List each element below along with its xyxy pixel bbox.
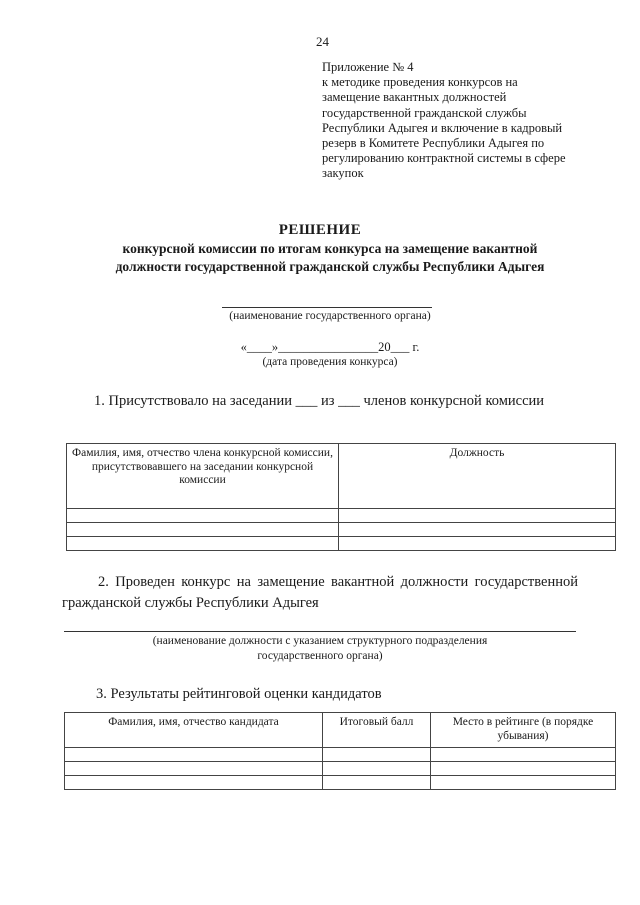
- appendix-line: государственной гражданской службы: [322, 105, 527, 120]
- subtitle-line: конкурсной комиссии по итогам конкурса на замещение вакантной: [122, 241, 538, 256]
- table-cell: [65, 776, 323, 790]
- section-3-results: 3. Результаты рейтинговой оценки кандидатов: [96, 686, 382, 702]
- table-row: [67, 537, 616, 551]
- table-row: [65, 776, 616, 790]
- table-row: [67, 523, 616, 537]
- table-row: [65, 762, 616, 776]
- section-2-competition: 2. Проведен конкурс на замещение вакантной должности государственной гражданской службы Республики Адыгея: [62, 574, 578, 611]
- org-name-caption: (наименование государственного органа): [229, 310, 431, 322]
- position-name-caption: [80, 634, 560, 664]
- document-subtitle: [40, 240, 620, 275]
- table-cell: [65, 748, 323, 762]
- table-cell: [67, 523, 339, 537]
- table-header-row: [65, 713, 616, 748]
- table-cell: [339, 509, 616, 523]
- appendix-line: Республики Адыгея и включение в кадровый: [322, 120, 563, 135]
- column-header-position: Должность: [339, 444, 616, 509]
- table-cell: [339, 537, 616, 551]
- appendix-line: к методике проведения конкурсов на: [322, 75, 518, 90]
- table-cell: [65, 762, 323, 776]
- table-cell: [431, 762, 616, 776]
- appendix-line: замещение вакантных должностей: [322, 90, 507, 105]
- table-row: [67, 509, 616, 523]
- appendix-line: закупок: [322, 166, 364, 181]
- column-header-candidate-name: Фамилия, имя, отчество кандидата: [65, 713, 323, 748]
- table-cell: [323, 748, 431, 762]
- column-header-rating-place: Место в рейтинге (в порядке убывания): [431, 713, 616, 748]
- section-1-attendance: 1. Присутствовало на заседании ___ из ___ членов конкурсной комиссии: [94, 393, 545, 409]
- caption-line: государственного органа): [257, 650, 383, 662]
- appendix-line: регулированию контрактной системы в сфере: [322, 151, 566, 166]
- document-title: РЕШЕНИЕ: [278, 222, 362, 238]
- caption-line: (наименование должности с указанием структурного подразделения: [152, 635, 488, 647]
- appendix-header: [322, 60, 592, 182]
- commission-members-table: [66, 443, 616, 551]
- date-caption: (дата проведения конкурса): [262, 356, 398, 368]
- table-cell: [431, 776, 616, 790]
- table-cell: [323, 762, 431, 776]
- table-header-row: [67, 444, 616, 509]
- table-cell: [431, 748, 616, 762]
- table-cell: [67, 537, 339, 551]
- position-name-blank-line: [64, 631, 576, 632]
- table-cell: [323, 776, 431, 790]
- date-line: «____»________________20___ г.: [240, 340, 420, 354]
- appendix-line: резерв в Комитете Республики Адыгея по: [322, 136, 545, 151]
- appendix-line: Приложение № 4: [322, 60, 414, 74]
- subtitle-line: должности государственной гражданской службы Республики Адыгея: [115, 258, 545, 274]
- page-number: 24: [316, 34, 329, 49]
- column-header-final-score: Итоговый балл: [323, 713, 431, 748]
- table-cell: [67, 509, 339, 523]
- column-header-member-name: Фамилия, имя, отчество члена конкурсной комиссии, присутствовавшего на заседании конкурсной комиссии: [67, 444, 339, 509]
- table-row: [65, 748, 616, 762]
- candidate-rating-table: [64, 712, 616, 790]
- table-cell: [339, 523, 616, 537]
- org-name-blank-line: [222, 307, 432, 308]
